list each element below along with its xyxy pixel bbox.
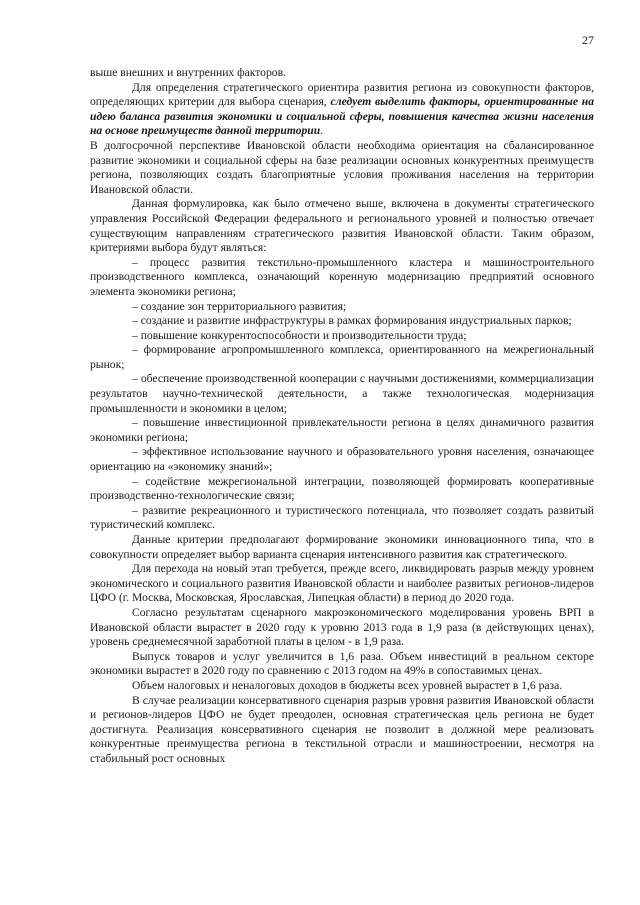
paragraph: Данные критерии предполагают формирование экономики инновационного типа, что в совокупности определяет выбор варианта сценария интенсивного развития как стратегического. — [90, 533, 594, 561]
paragraph: В долгосрочной перспективе Ивановской области необходима ориентация на сбалансированное развитие экономики и социальной сферы на базе реализации основных конкурентных преимуществ региона, позволяющих создать благоприятные условия проживания населения на территории Ивановской области. — [90, 138, 594, 196]
paragraph: Согласно результатам сценарного макроэкономического моделирования уровень ВРП в Ивановской области вырастет в 2020 году к уровню 2013 года в 1,9 раза (в действующих ценах), уровень среднемесячной заработной платы в целом - в 1,9 раза. — [90, 605, 594, 649]
paragraph — [90, 81, 594, 139]
text-span: . — [320, 124, 324, 138]
paragraph: Объем налоговых и неналоговых доходов в бюджеты всех уровней вырастет в 1,6 раза. — [132, 678, 563, 692]
paragraph: Для перехода на новый этап требуется, прежде всего, ликвидировать разрыв между уровнем экономического и социального развития Ивановской области и наиболее развитых регионов-лидеров ЦФО (г. Москва, Московская, Ярославская, Липецкая области) в период до 2020 года. — [90, 562, 594, 605]
paragraph: Данная формулировка, как было отмечено выше, включена в документы стратегического управления Российской Федерации федерального и регионального уровней и полностью отвечает существующим направлениям стратегического развития Ивановской области. Таким образом, критериями выбора будут являться: — [90, 197, 594, 255]
list-item: – формирование агропромышленного комплекса, ориентированного на межрегиональный рынок; — [90, 343, 594, 371]
list-item: – создание зон территориального развития; — [132, 299, 347, 313]
page-number: 27 — [582, 33, 594, 47]
list-item: – содействие межрегиональной интеграции, позволяющей формировать кооперативные производственно-технологические связи; — [90, 474, 594, 503]
text-span: Для определения стратегического ориентира развития региона из совокупности факторов, определяющих критерии для выбора сценария, — [90, 80, 594, 109]
list-item: – обеспечение производственной кооперации с научными достижениями, коммерциализации результатов научно-технической деятельности, а также технологическая модернизация промышленности и экономики в целом; — [90, 372, 594, 415]
list-item: – повышение инвестиционной привлекательности региона в целях динамичного развития экономики региона; — [90, 416, 594, 444]
list-item: – развитие рекреационного и туристического потенциала, что позволяет создать развитый туристический комплекс. — [90, 503, 594, 532]
paragraph: выше внешних и внутренних факторов. — [90, 66, 286, 79]
body-text — [90, 66, 594, 767]
list-item: – эффективное использование научного и образовательного уровня населения, означающее ориентацию на «экономику знаний»; — [90, 445, 594, 474]
list-item: – процесс развития текстильно-промышленного кластера и машиностроительного производственного комплекса, означающий коренную модернизацию предприятий основного элемента экономики региона; — [90, 255, 594, 298]
paragraph: В случае реализации консервативного сценария разрыв уровня развития Ивановской области и регионов-лидеров ЦФО не будет преодолен, основная стратегическая цель региона не будет достигнута. Реализация консервативного сценария не позволит в должной мере реализовать конкурентные преимущества региона в текстильной отрасли и машиностроении, несмотря на стабильный рост основных — [90, 693, 594, 765]
list-item: – повышение конкурентоспособности и производительности труда; — [132, 328, 467, 342]
list-item: – создание и развитие инфраструктуры в рамках формирования индустриальных парков; — [132, 314, 572, 328]
emphasized-text: следует выделить факторы, ориентированные на идею баланса развития экономики и социальной сферы, повышения качества жизни населения на основе преимуществ данной территории — [90, 95, 594, 138]
paragraph: Выпуск товаров и услуг увеличится в 1,6 раза. Объем инвестиций в реальном секторе экономики вырастет в 2020 году по сравнению с 2013 годом на 49% в сопоставимых ценах. — [90, 649, 594, 678]
